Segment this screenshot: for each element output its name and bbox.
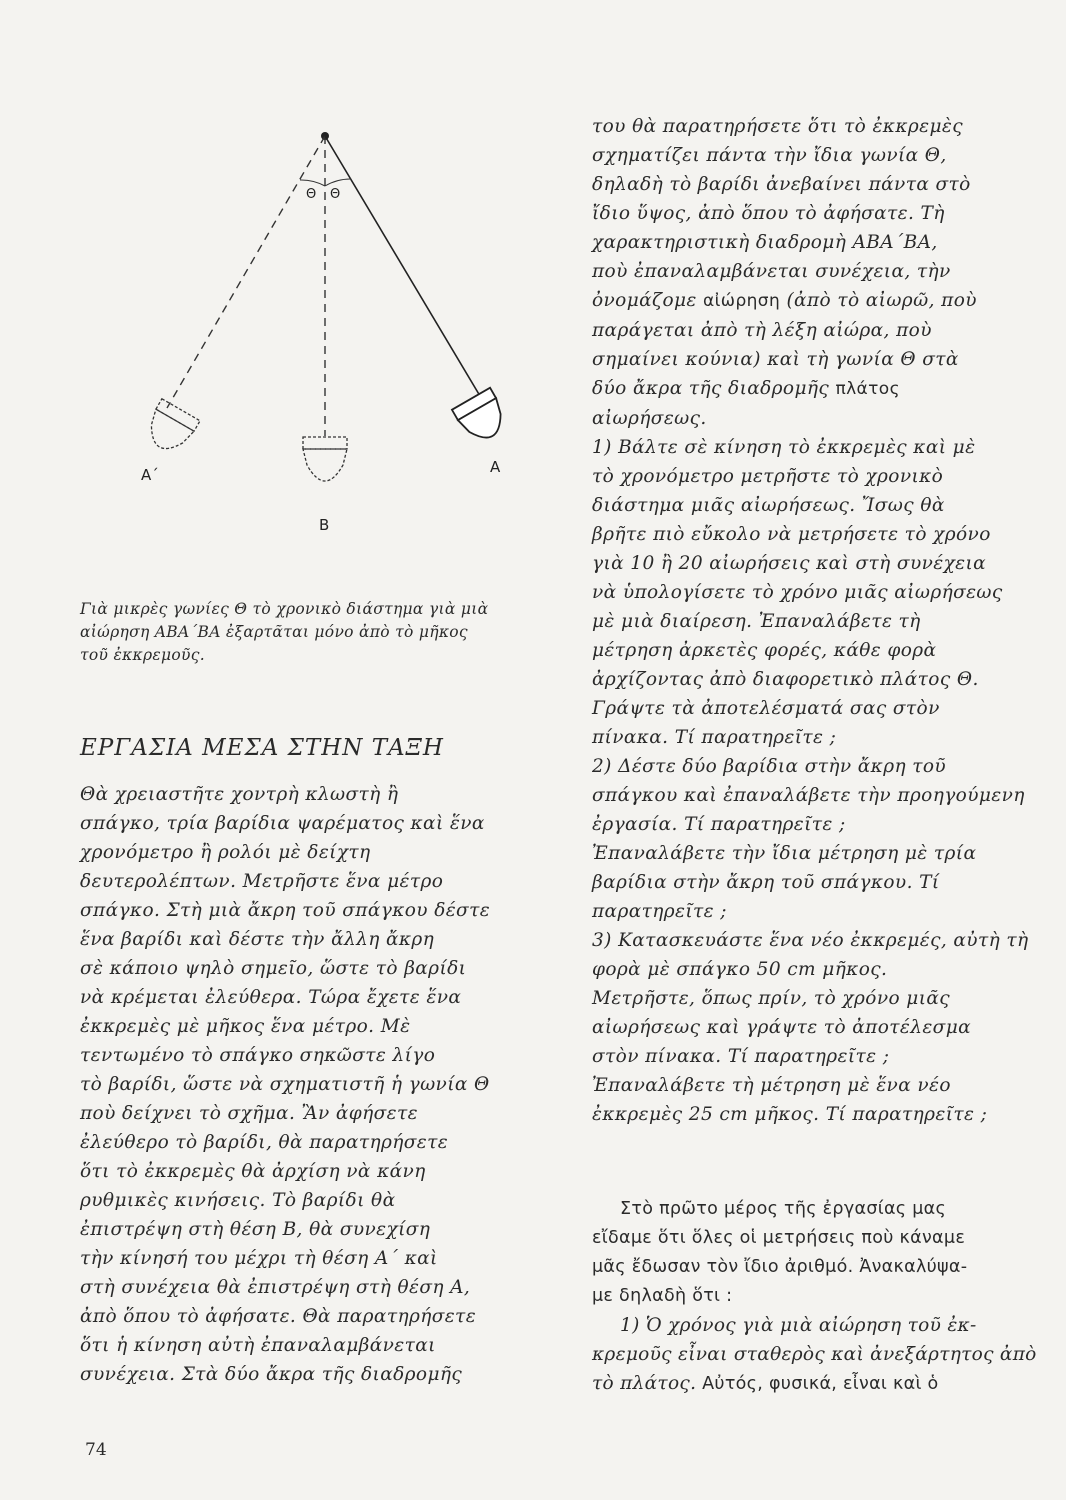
text-line: κρεμοῦς εἶναι σταθερὸς καὶ ἀνεξάρτητος ἀπὸ [592,1344,1037,1365]
caption-line: τοῦ ἐκκρεμοῦς. [80,646,205,664]
text-line: ἐπιστρέψη στὴ θέση Β, θὰ συνεχίση [80,1219,431,1240]
text-line: φορὰ μὲ σπάγκο 50 cm μῆκος. [592,959,888,980]
text-line: ἐλεύθερο τὸ βαρίδι, θὰ παρατηρήσετε [80,1132,449,1153]
angle-theta-right: Θ [330,187,341,202]
text-line: βαρίδια στὴν ἄκρη τοῦ σπάγκου. Τί [592,872,940,893]
caption-line: Γιὰ μικρὲς γωνίες Θ τὸ χρονικὸ διάστημα γιὰ μιὰ [80,600,489,618]
text-line: 1) Βάλτε σὲ κίνηση τὸ ἐκκρεμὲς καὶ μὲ [592,437,976,458]
text-line: Μετρῆστε, ὅπως πρίν, τὸ χρόνο μιᾶς [592,988,951,1009]
text-line: νὰ κρέμεται ἐλεύθερα. Τώρα ἔχετε ἕνα [80,987,462,1008]
angle-arc-left [300,180,325,186]
text-line: παρατηρεῖτε ; [592,901,727,922]
text-line: με δηλαδὴ ὅτι : [592,1286,733,1306]
text-line: 3) Κατασκευάστε ἕνα νέο ἐκκρεμές, αὐτὴ τὴ [592,930,1029,951]
text-line: τὸ βαρίδι, ὥστε νὰ σχηματιστῆ ἡ γωνία Θ [80,1074,490,1095]
label-a: Α [490,458,501,476]
text-line: βρῆτε πιὸ εὔκολο νὰ μετρήσετε τὸ χρόνο [592,524,991,545]
text-line: Γράψτε τὰ ἀποτελέσματά σας στὸν [592,698,940,719]
text-line: αἰωρήσεως. [592,408,707,429]
text-line: μέτρηση ἀρκετὲς φορές, κάθε φορὰ [592,640,937,661]
text-line: ἐργασία. Τί παρατηρεῖτε ; [592,814,846,835]
text-line: δευτερολέπτων. Μετρῆστε ἕνα μέτρο [80,871,444,892]
text-line: ποὺ δείχνει τὸ σχῆμα. Ἂν ἀφήσετε [80,1103,418,1124]
text-line: μὲ μιὰ διαίρεση. Ἐπαναλάβετε τὴ [592,611,921,632]
text-line: εἴδαμε ὅτι ὅλες οἱ μετρήσεις ποὺ κάναμε [592,1228,966,1248]
text-line: Ἐπαναλάβετε τὴ μέτρηση μὲ ἕνα νέο [592,1075,951,1096]
text-line: μᾶς ἔδωσαν τὸν ἴδιο ἀριθμό. Ἀνακαλύψα- [592,1257,968,1277]
bob-b [303,437,347,481]
text-fragment: Αὐτός, φυσικά, εἶναι καὶ ὁ [702,1374,939,1394]
page-number: 74 [85,1440,107,1460]
text-line: συνέχεια. Στὰ δύο ἄκρα τῆς διαδρομῆς [80,1364,463,1385]
string-a-prime [167,136,325,408]
pendulum-figure [115,118,535,548]
bob-a-prime [140,399,200,458]
figure-caption [80,598,550,667]
text-line: σπάγκο. Στὴ μιὰ ἄκρη τοῦ σπάγκου δέστε [80,900,491,921]
label-a-prime: Α΄ [141,466,159,484]
text-line: διάστημα μιᾶς αἰωρήσεως. Ἴσως θὰ [592,495,945,516]
text-line [592,1369,1037,1399]
text-line: ὅτι τὸ ἐκκρεμὲς θὰ ἀρχίση νὰ κάνη [80,1161,426,1182]
text-line: αἰωρήσεως καὶ γράψτε τὸ ἀποτέλεσμα [592,1017,972,1038]
text-line: νὰ ὑπολογίσετε τὸ χρόνο μιᾶς αἰωρήσεως [592,582,1003,603]
text-line: σπάγκο, τρία βαρίδια ψαρέματος καὶ ἕνα [80,813,485,834]
text-line: ἕνα βαρίδι καὶ δέστε τὴν ἄλλη ἄκρη [80,929,435,950]
right-column-text [592,112,1037,1129]
text-fragment: (ἀπὸ τὸ αἰωρῶ, ποὺ [786,290,977,311]
text-line: χρονόμετρο ἢ ρολόι μὲ δείχτη [80,842,371,863]
text-line: 1) Ὁ χρόνος γιὰ μιὰ αἰώρηση τοῦ ἐκ- [620,1315,977,1336]
text-line: τὴν κίνησή του μέχρι τὴ θέση Α΄ καὶ [80,1248,438,1269]
angle-theta-left: Θ [306,187,317,202]
text-line [592,374,1037,404]
text-line: σὲ κάποιο ψηλὸ σημεῖο, ὥστε τὸ βαρίδι [80,958,467,979]
text-line: 2) Δέστε δύο βαρίδια στὴν ἄκρη τοῦ [592,756,947,777]
text-line: στὴ συνέχεια θὰ ἐπιστρέψη στὴ θέση Α, [80,1277,471,1298]
term-aiorisi: αἰώρηση [703,291,781,311]
caption-line: αἰώρηση ΑΒΑ΄ΒΑ ἐξαρτᾶται μόνο ἀπὸ τὸ μῆκος [80,623,468,641]
bob-a [452,388,512,447]
text-line: σχηματίζει πάντα τὴν ἴδια γωνία Θ, [592,145,947,166]
text-line: δηλαδὴ τὸ βαρίδι ἀνεβαίνει πάντα στὸ [592,174,971,195]
string-a [325,136,483,401]
text-line: τεντωμένο τὸ σπάγκο σηκῶστε λίγο [80,1045,436,1066]
text-line: Στὸ πρῶτο μέρος τῆς ἐργασίας μας [620,1199,947,1219]
text-line: Ἐπαναλάβετε τὴν ἴδια μέτρηση μὲ τρία [592,843,977,864]
text-fragment: δύο ἄκρα τῆς διαδρομῆς [592,378,830,399]
text-fragment: ὀνομάζομε [592,290,697,311]
text-line [592,286,1037,316]
text-line: γιὰ 10 ἢ 20 αἰωρήσεις καὶ στὴ συνέχεια [592,553,987,574]
text-line: ρυθμικὲς κινήσεις. Τὸ βαρίδι θὰ [80,1190,396,1211]
text-line: ἐκκρεμὲς μὲ μῆκος ἕνα μέτρο. Μὲ [80,1016,411,1037]
text-line: ποὺ ἐπαναλαμβάνεται συνέχεια, τὴν [592,261,951,282]
text-line: ἀρχίζοντας ἀπὸ διαφορετικὸ πλάτος Θ. [592,669,979,690]
text-line: ἀπὸ ὅπου τὸ ἀφήσατε. Θὰ παρατηρήσετε [80,1306,477,1327]
left-column-text [80,780,550,1389]
label-b: Β [319,516,330,534]
text-line: χαρακτηριστικὴ διαδρομὴ ΑΒΑ΄ΒΑ, [592,232,938,253]
text-line: του θὰ παρατηρήσετε ὅτι τὸ ἐκκρεμὲς [592,116,963,137]
text-line: ἴδιο ὕψος, ἀπὸ ὅπου τὸ ἀφήσατε. Τὴ [592,203,945,224]
text-line: παράγεται ἀπὸ τὴ λέξη αἰώρα, ποὺ [592,320,932,341]
text-line: ὅτι ἡ κίνηση αὐτὴ ἐπαναλαμβάνεται [80,1335,436,1356]
text-line: σημαίνει κούνια) καὶ τὴ γωνία Θ στὰ [592,349,959,370]
text-line: στὸν πίνακα. Τί παρατηρεῖτε ; [592,1046,890,1067]
text-line: Θὰ χρειαστῆτε χοντρὴ κλωστὴ ἢ [80,784,399,805]
text-line: τὸ χρονόμετρο μετρῆστε τὸ χρονικὸ [592,466,944,487]
text-line: σπάγκου καὶ ἐπαναλάβετε τὴν προηγούμενη [592,785,1025,806]
section-heading: ΕΡΓΑΣΙΑ ΜΕΣΑ ΣΤΗΝ ΤΑΞΗ [80,735,444,761]
text-fragment: τὸ πλάτος. [592,1373,697,1394]
text-line: πίνακα. Τί παρατηρεῖτε ; [592,727,837,748]
term-platos: πλάτος [835,379,900,399]
angle-arc-right [325,179,351,186]
summary-paragraph [592,1195,1037,1399]
text-line: ἐκκρεμὲς 25 cm μῆκος. Τί παρατηρεῖτε ; [592,1104,988,1125]
